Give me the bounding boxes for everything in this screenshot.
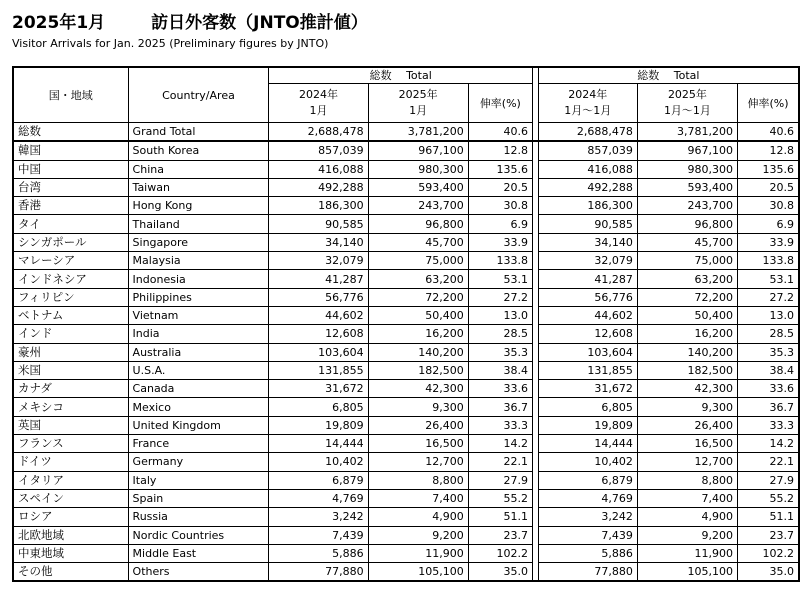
cell-growth-month: 53.1 xyxy=(468,270,532,288)
cell-2024-cumulative: 77,880 xyxy=(538,563,637,582)
cell-region-en: Hong Kong xyxy=(128,197,269,215)
cell-2024-cumulative: 2,688,478 xyxy=(538,123,637,142)
cell-2024-month: 41,287 xyxy=(269,270,368,288)
cell-2024-month: 131,855 xyxy=(269,361,368,379)
cell-2025-month: 42,300 xyxy=(368,380,468,398)
table-row xyxy=(13,435,799,453)
cell-2025-cumulative: 45,700 xyxy=(637,233,737,251)
cell-2024-month: 77,880 xyxy=(269,563,368,582)
cell-2024-month: 32,079 xyxy=(269,252,368,270)
table-row xyxy=(13,252,799,270)
cell-region-jp: メキシコ xyxy=(13,398,128,416)
cell-region-jp: 英国 xyxy=(13,416,128,434)
table-row xyxy=(13,380,799,398)
cell-growth-month: 33.6 xyxy=(468,380,532,398)
cell-2025-cumulative: 26,400 xyxy=(637,416,737,434)
cell-2025-cumulative: 980,300 xyxy=(637,160,737,178)
cell-region-jp: スペイン xyxy=(13,489,128,507)
cell-2025-cumulative: 50,400 xyxy=(637,306,737,324)
cell-2025-cumulative: 9,300 xyxy=(637,398,737,416)
cell-growth-cumulative: 53.1 xyxy=(738,270,800,288)
cell-2025-month: 26,400 xyxy=(368,416,468,434)
cell-growth-month: 13.0 xyxy=(468,306,532,324)
cell-2024-cumulative: 492,288 xyxy=(538,178,637,196)
table-row xyxy=(13,178,799,196)
cell-region-jp: その他 xyxy=(13,563,128,582)
header-group-monthly: 総数 Total xyxy=(269,67,533,84)
cell-region-jp: ベトナム xyxy=(13,306,128,324)
cell-region-en: Others xyxy=(128,563,269,582)
cell-growth-month: 135.6 xyxy=(468,160,532,178)
table-row xyxy=(13,160,799,178)
cell-2024-month: 6,805 xyxy=(269,398,368,416)
header-2024-cumulative: 2024年 1月～1月 xyxy=(538,84,637,123)
cell-region-en: South Korea xyxy=(128,141,269,160)
cell-growth-month: 102.2 xyxy=(468,544,532,562)
cell-2025-month: 16,200 xyxy=(368,325,468,343)
cell-2025-month: 96,800 xyxy=(368,215,468,233)
cell-2025-month: 9,300 xyxy=(368,398,468,416)
cell-region-jp: イタリア xyxy=(13,471,128,489)
table-row xyxy=(13,343,799,361)
cell-2024-month: 44,602 xyxy=(269,306,368,324)
cell-growth-cumulative: 30.8 xyxy=(738,197,800,215)
cell-region-en: U.S.A. xyxy=(128,361,269,379)
cell-2024-cumulative: 31,672 xyxy=(538,380,637,398)
cell-growth-cumulative: 14.2 xyxy=(738,435,800,453)
cell-growth-month: 33.3 xyxy=(468,416,532,434)
table-row xyxy=(13,288,799,306)
cell-2025-cumulative: 7,400 xyxy=(637,489,737,507)
cell-region-en: Indonesia xyxy=(128,270,269,288)
cell-region-jp: 総数 xyxy=(13,123,128,142)
header-row-group xyxy=(13,67,799,84)
cell-2025-month: 12,700 xyxy=(368,453,468,471)
header-growth-cumulative: 伸率(%) xyxy=(738,84,800,123)
cell-growth-month: 33.9 xyxy=(468,233,532,251)
cell-region-jp: マレーシア xyxy=(13,252,128,270)
cell-region-en: Middle East xyxy=(128,544,269,562)
cell-region-en: Malaysia xyxy=(128,252,269,270)
cell-region-en: Philippines xyxy=(128,288,269,306)
cell-region-jp: 米国 xyxy=(13,361,128,379)
cell-growth-month: 30.8 xyxy=(468,197,532,215)
cell-2024-cumulative: 103,604 xyxy=(538,343,637,361)
cell-region-jp: シンガポール xyxy=(13,233,128,251)
cell-2024-cumulative: 186,300 xyxy=(538,197,637,215)
cell-2025-cumulative: 9,200 xyxy=(637,526,737,544)
cell-2024-month: 5,886 xyxy=(269,544,368,562)
cell-growth-cumulative: 40.6 xyxy=(738,123,800,142)
visitor-arrivals-table xyxy=(12,66,800,582)
cell-growth-month: 36.7 xyxy=(468,398,532,416)
cell-growth-month: 27.2 xyxy=(468,288,532,306)
cell-region-en: India xyxy=(128,325,269,343)
cell-region-en: Spain xyxy=(128,489,269,507)
cell-2025-month: 3,781,200 xyxy=(368,123,468,142)
cell-growth-cumulative: 33.3 xyxy=(738,416,800,434)
cell-2025-month: 50,400 xyxy=(368,306,468,324)
cell-2025-cumulative: 72,200 xyxy=(637,288,737,306)
cell-2025-cumulative: 140,200 xyxy=(637,343,737,361)
cell-2025-month: 63,200 xyxy=(368,270,468,288)
cell-2024-cumulative: 41,287 xyxy=(538,270,637,288)
cell-2024-cumulative: 3,242 xyxy=(538,508,637,526)
cell-growth-month: 23.7 xyxy=(468,526,532,544)
cell-growth-cumulative: 6.9 xyxy=(738,215,800,233)
cell-region-jp: 韓国 xyxy=(13,141,128,160)
cell-growth-cumulative: 33.9 xyxy=(738,233,800,251)
table-row xyxy=(13,215,799,233)
table-row xyxy=(13,197,799,215)
cell-region-en: Taiwan xyxy=(128,178,269,196)
cell-growth-cumulative: 35.3 xyxy=(738,343,800,361)
cell-region-jp: 北欧地域 xyxy=(13,526,128,544)
cell-2024-month: 10,402 xyxy=(269,453,368,471)
header-2025-month: 2025年 1月 xyxy=(368,84,468,123)
cell-growth-cumulative: 13.0 xyxy=(738,306,800,324)
cell-growth-month: 133.8 xyxy=(468,252,532,270)
cell-growth-cumulative: 28.5 xyxy=(738,325,800,343)
cell-region-jp: 中国 xyxy=(13,160,128,178)
cell-2024-month: 14,444 xyxy=(269,435,368,453)
cell-2025-cumulative: 3,781,200 xyxy=(637,123,737,142)
cell-growth-cumulative: 133.8 xyxy=(738,252,800,270)
cell-2025-month: 980,300 xyxy=(368,160,468,178)
table-row xyxy=(13,544,799,562)
cell-region-jp: 中東地域 xyxy=(13,544,128,562)
table-body xyxy=(13,123,799,582)
cell-region-jp: カナダ xyxy=(13,380,128,398)
title-name: 訪日外客数（JNTO推計値） xyxy=(151,13,368,33)
cell-2025-month: 105,100 xyxy=(368,563,468,582)
table-row xyxy=(13,526,799,544)
table-row xyxy=(13,361,799,379)
header-region-jp: 国・地域 xyxy=(13,67,128,123)
cell-growth-month: 20.5 xyxy=(468,178,532,196)
cell-growth-month: 12.8 xyxy=(468,141,532,160)
cell-2025-cumulative: 12,700 xyxy=(637,453,737,471)
header-2025-cumulative: 2025年 1月～1月 xyxy=(637,84,737,123)
cell-2024-cumulative: 12,608 xyxy=(538,325,637,343)
table-row xyxy=(13,123,799,142)
cell-2025-cumulative: 4,900 xyxy=(637,508,737,526)
cell-2025-month: 182,500 xyxy=(368,361,468,379)
cell-region-jp: フランス xyxy=(13,435,128,453)
cell-2025-month: 72,200 xyxy=(368,288,468,306)
cell-growth-month: 14.2 xyxy=(468,435,532,453)
cell-2024-month: 90,585 xyxy=(269,215,368,233)
page-title xyxy=(12,8,368,33)
cell-growth-cumulative: 27.9 xyxy=(738,471,800,489)
cell-region-en: United Kingdom xyxy=(128,416,269,434)
cell-2024-month: 6,879 xyxy=(269,471,368,489)
cell-2024-month: 56,776 xyxy=(269,288,368,306)
cell-2025-month: 16,500 xyxy=(368,435,468,453)
cell-2025-month: 967,100 xyxy=(368,141,468,160)
cell-2025-cumulative: 105,100 xyxy=(637,563,737,582)
cell-2024-month: 31,672 xyxy=(269,380,368,398)
cell-2024-month: 12,608 xyxy=(269,325,368,343)
cell-2024-cumulative: 56,776 xyxy=(538,288,637,306)
cell-growth-month: 38.4 xyxy=(468,361,532,379)
cell-growth-cumulative: 102.2 xyxy=(738,544,800,562)
cell-2025-month: 593,400 xyxy=(368,178,468,196)
cell-2024-cumulative: 131,855 xyxy=(538,361,637,379)
cell-2024-month: 2,688,478 xyxy=(269,123,368,142)
cell-growth-cumulative: 36.7 xyxy=(738,398,800,416)
cell-growth-cumulative: 33.6 xyxy=(738,380,800,398)
cell-2025-cumulative: 16,200 xyxy=(637,325,737,343)
cell-region-en: China xyxy=(128,160,269,178)
cell-growth-month: 22.1 xyxy=(468,453,532,471)
cell-2025-cumulative: 8,800 xyxy=(637,471,737,489)
table-row xyxy=(13,508,799,526)
cell-2025-month: 140,200 xyxy=(368,343,468,361)
table-row xyxy=(13,398,799,416)
cell-2024-cumulative: 7,439 xyxy=(538,526,637,544)
cell-2025-cumulative: 593,400 xyxy=(637,178,737,196)
cell-region-en: Singapore xyxy=(128,233,269,251)
cell-growth-month: 51.1 xyxy=(468,508,532,526)
cell-region-en: Nordic Countries xyxy=(128,526,269,544)
cell-region-en: Mexico xyxy=(128,398,269,416)
cell-2025-month: 75,000 xyxy=(368,252,468,270)
cell-2024-month: 186,300 xyxy=(269,197,368,215)
cell-region-en: Canada xyxy=(128,380,269,398)
cell-2025-cumulative: 182,500 xyxy=(637,361,737,379)
page-subtitle: Visitor Arrivals for Jan. 2025 (Preliminary figures by JNTO) xyxy=(12,37,329,50)
cell-2025-cumulative: 75,000 xyxy=(637,252,737,270)
cell-2025-cumulative: 16,500 xyxy=(637,435,737,453)
table-row xyxy=(13,233,799,251)
cell-2024-month: 416,088 xyxy=(269,160,368,178)
cell-region-en: Germany xyxy=(128,453,269,471)
cell-2024-cumulative: 6,805 xyxy=(538,398,637,416)
cell-2024-cumulative: 857,039 xyxy=(538,141,637,160)
cell-region-jp: インドネシア xyxy=(13,270,128,288)
table-row xyxy=(13,325,799,343)
cell-2025-month: 243,700 xyxy=(368,197,468,215)
cell-2024-cumulative: 10,402 xyxy=(538,453,637,471)
cell-region-en: Thailand xyxy=(128,215,269,233)
cell-2025-cumulative: 63,200 xyxy=(637,270,737,288)
header-growth-month: 伸率(%) xyxy=(468,84,532,123)
cell-2025-cumulative: 11,900 xyxy=(637,544,737,562)
table-row xyxy=(13,563,799,582)
cell-2024-cumulative: 416,088 xyxy=(538,160,637,178)
cell-2025-cumulative: 96,800 xyxy=(637,215,737,233)
cell-growth-month: 35.0 xyxy=(468,563,532,582)
table-row xyxy=(13,471,799,489)
cell-growth-cumulative: 51.1 xyxy=(738,508,800,526)
cell-growth-cumulative: 38.4 xyxy=(738,361,800,379)
cell-growth-cumulative: 135.6 xyxy=(738,160,800,178)
cell-region-jp: インド xyxy=(13,325,128,343)
cell-2024-cumulative: 14,444 xyxy=(538,435,637,453)
cell-2024-cumulative: 90,585 xyxy=(538,215,637,233)
table-row xyxy=(13,270,799,288)
cell-2024-cumulative: 6,879 xyxy=(538,471,637,489)
cell-2024-month: 492,288 xyxy=(269,178,368,196)
cell-2025-month: 45,700 xyxy=(368,233,468,251)
cell-2024-month: 3,242 xyxy=(269,508,368,526)
cell-region-jp: 台湾 xyxy=(13,178,128,196)
table-row xyxy=(13,416,799,434)
cell-growth-cumulative: 55.2 xyxy=(738,489,800,507)
header-region-en: Country/Area xyxy=(128,67,269,123)
cell-region-jp: フィリピン xyxy=(13,288,128,306)
cell-region-jp: タイ xyxy=(13,215,128,233)
cell-region-en: Italy xyxy=(128,471,269,489)
cell-2025-month: 9,200 xyxy=(368,526,468,544)
cell-growth-month: 6.9 xyxy=(468,215,532,233)
table-row xyxy=(13,141,799,160)
cell-2024-cumulative: 34,140 xyxy=(538,233,637,251)
cell-region-en: Australia xyxy=(128,343,269,361)
cell-2024-month: 4,769 xyxy=(269,489,368,507)
header-group-cumulative: 総数 Total xyxy=(538,67,799,84)
cell-2025-month: 7,400 xyxy=(368,489,468,507)
cell-2024-cumulative: 5,886 xyxy=(538,544,637,562)
cell-growth-month: 55.2 xyxy=(468,489,532,507)
table-row xyxy=(13,306,799,324)
cell-growth-cumulative: 20.5 xyxy=(738,178,800,196)
cell-2024-cumulative: 32,079 xyxy=(538,252,637,270)
cell-2025-cumulative: 42,300 xyxy=(637,380,737,398)
cell-2024-cumulative: 44,602 xyxy=(538,306,637,324)
cell-region-en: Russia xyxy=(128,508,269,526)
cell-region-jp: 香港 xyxy=(13,197,128,215)
cell-growth-cumulative: 12.8 xyxy=(738,141,800,160)
cell-region-jp: ロシア xyxy=(13,508,128,526)
cell-2024-month: 34,140 xyxy=(269,233,368,251)
cell-growth-cumulative: 23.7 xyxy=(738,526,800,544)
title-period: 2025年1月 xyxy=(12,13,106,33)
cell-growth-cumulative: 27.2 xyxy=(738,288,800,306)
cell-2024-month: 103,604 xyxy=(269,343,368,361)
cell-growth-month: 35.3 xyxy=(468,343,532,361)
table-row xyxy=(13,489,799,507)
cell-2025-month: 11,900 xyxy=(368,544,468,562)
cell-2024-month: 857,039 xyxy=(269,141,368,160)
cell-2024-cumulative: 19,809 xyxy=(538,416,637,434)
cell-growth-month: 27.9 xyxy=(468,471,532,489)
cell-2025-cumulative: 967,100 xyxy=(637,141,737,160)
header-2024-month: 2024年 1月 xyxy=(269,84,368,123)
cell-region-en: Grand Total xyxy=(128,123,269,142)
cell-region-jp: 豪州 xyxy=(13,343,128,361)
cell-region-en: Vietnam xyxy=(128,306,269,324)
cell-region-jp: ドイツ xyxy=(13,453,128,471)
table-row xyxy=(13,453,799,471)
cell-2025-month: 8,800 xyxy=(368,471,468,489)
cell-growth-month: 28.5 xyxy=(468,325,532,343)
cell-2025-month: 4,900 xyxy=(368,508,468,526)
cell-2024-cumulative: 4,769 xyxy=(538,489,637,507)
cell-growth-cumulative: 22.1 xyxy=(738,453,800,471)
cell-growth-month: 40.6 xyxy=(468,123,532,142)
cell-growth-cumulative: 35.0 xyxy=(738,563,800,582)
cell-2024-month: 19,809 xyxy=(269,416,368,434)
cell-region-en: France xyxy=(128,435,269,453)
cell-2025-cumulative: 243,700 xyxy=(637,197,737,215)
cell-2024-month: 7,439 xyxy=(269,526,368,544)
